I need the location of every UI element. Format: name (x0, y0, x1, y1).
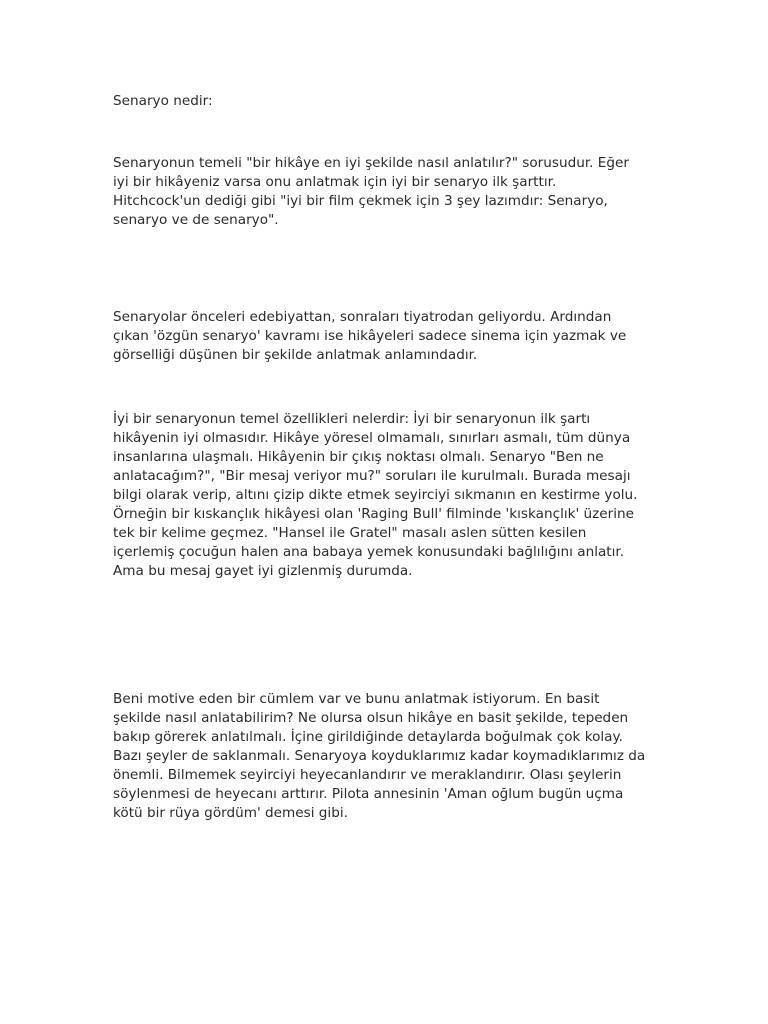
paragraph-line: Örneğin bir kıskançlık hikâyesi olan 'Raging Bull' filminde 'kıskançlık' üzerine (113, 506, 635, 522)
paragraph-line: anlatacağım?", "Bir mesaj veriyor mu?" soruları ile kurulmalı. Burada mesajı (113, 468, 631, 484)
paragraph-line: söylenmesi de heyecanı arttırır. Pilota annesinin 'Aman oğlum bugün uçma (113, 786, 624, 802)
paragraph-line: İyi bir senaryonun temel özellikleri nelerdir: İyi bir senaryonun ilk şartı (113, 411, 591, 427)
paragraph-line: kötü bir rüya gördüm' demesi gibi. (113, 805, 348, 821)
paragraph-line: hikâyenin iyi olmasıdır. Hikâye yöresel olmamalı, sınırları asmalı, tüm dünya (113, 430, 631, 446)
paragraph-line: önemli. Bilmemek seyirciyi heyecanlandırır ve meraklandırır. Olası şeylerin (113, 767, 622, 783)
paragraph-line: çıkan 'özgün senaryo' kavramı ise hikâyeleri sadece sinema için yazmak ve (113, 328, 627, 344)
paragraph-line: şekilde nasıl anlatabilirim? Ne olursa olsun hikâye en basit şekilde, tepeden (113, 710, 629, 726)
paragraph-line: bakıp görerek anlatılmalı. İçine girildiğinde detaylarda boğulmak çok kolay. (113, 729, 623, 745)
paragraph-line: Beni motive eden bir cümlem var ve bunu anlatmak istiyorum. En basit (113, 691, 600, 707)
paragraph-line: bilgi olarak verip, altını çizip dikte etmek seyirciyi sıkmanın en kestirme yolu. (113, 487, 638, 503)
paragraph-line: içerlemiş çocuğun halen ana babaya yemek konusundaki bağlılığını anlatır. (113, 544, 625, 560)
paragraph-line: Hitchcock'un dediği gibi "iyi bir film çekmek için 3 şey lazımdır: Senaryo, (113, 193, 608, 209)
paragraph-line: Bazı şeyler de saklanmalı. Senaryoya koyduklarımız kadar koymadıklarımız da (113, 748, 646, 764)
paragraph-line: Senaryonun temeli "bir hikâye en iyi şekilde nasıl anlatılır?" sorusudur. Eğer (113, 155, 629, 171)
paragraph-2 (113, 308, 673, 365)
paragraph-3 (113, 410, 673, 581)
document-title (113, 92, 673, 111)
paragraph-line: tek bir kelime geçmez. "Hansel ile Gratel" masalı aslen sütten kesilen (113, 525, 587, 541)
title-text: Senaryo nedir: (113, 93, 213, 109)
paragraph-line: Ama bu mesaj gayet iyi gizlenmiş durumda. (113, 563, 413, 579)
paragraph-1 (113, 154, 673, 230)
paragraph-line: Senaryolar önceleri edebiyattan, sonraları tiyatrodan geliyordu. Ardından (113, 309, 612, 325)
paragraph-line: senaryo ve de senaryo". (113, 212, 279, 228)
paragraph-line: insanlarına ulaşmalı. Hikâyenin bir çıkış noktası olmalı. Senaryo "Ben ne (113, 449, 604, 465)
paragraph-line: görselliği düşünen bir şekilde anlatmak anlamındadır. (113, 347, 478, 363)
paragraph-line: iyi bir hikâyeniz varsa onu anlatmak için iyi bir senaryo ilk şarttır. (113, 174, 557, 190)
paragraph-4 (113, 690, 673, 823)
